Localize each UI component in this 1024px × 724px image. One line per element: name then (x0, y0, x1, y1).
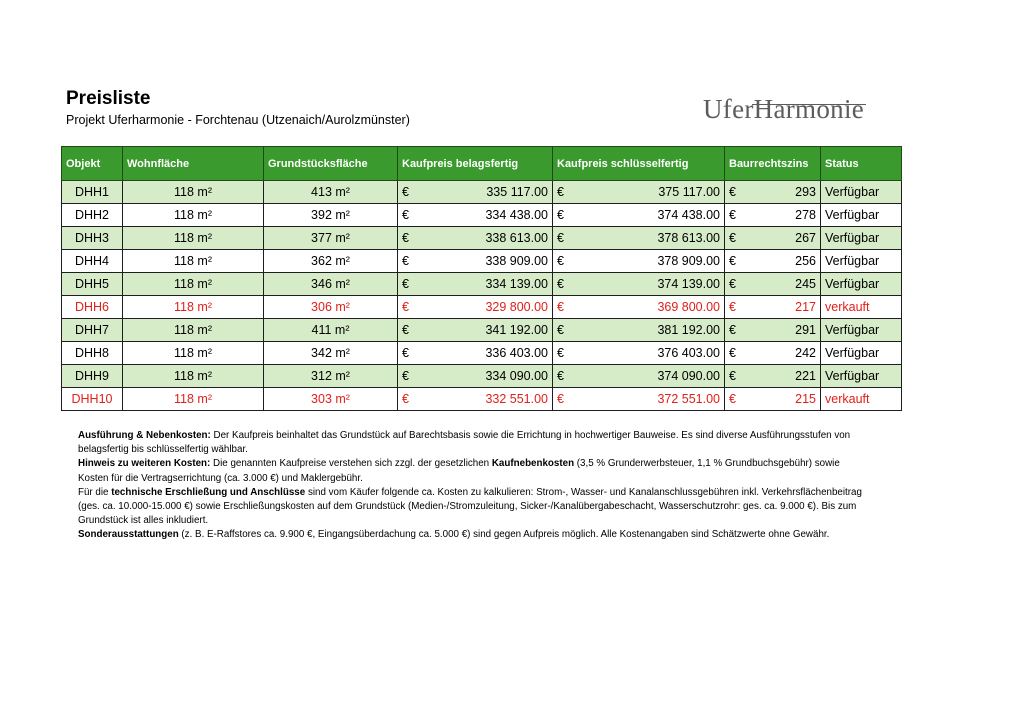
cell-kaufpreis-schluesselfertig (553, 273, 725, 296)
currency-symbol: € (729, 392, 736, 406)
cell-kaufpreis-schluesselfertig (553, 181, 725, 204)
table-row (62, 319, 902, 342)
cell-kaufpreis-schluesselfertig (553, 227, 725, 250)
cell-kaufpreis-belagsfertig (398, 319, 553, 342)
price-value: 376 403.00 (657, 346, 720, 360)
currency-symbol: € (557, 300, 564, 314)
price-value: 334 139.00 (485, 277, 548, 291)
cell-baurrechtszins (725, 181, 821, 204)
currency-symbol: € (402, 346, 409, 360)
cell-wohnflaeche: 118 m² (123, 388, 264, 411)
cell-objekt: DHH3 (62, 227, 123, 250)
cell-objekt: DHH10 (62, 388, 123, 411)
price-value: 374 438.00 (657, 208, 720, 222)
table-row (62, 342, 902, 365)
cell-kaufpreis-schluesselfertig (553, 250, 725, 273)
cell-kaufpreis-belagsfertig (398, 181, 553, 204)
note-label: Sonderausstattungen (78, 529, 179, 541)
price-value: 332 551.00 (485, 392, 548, 406)
cell-status: Verfügbar (821, 250, 902, 273)
zins-value: 215 (795, 392, 816, 406)
note-label: Hinweis zu weiteren Kosten: (78, 458, 211, 470)
currency-symbol: € (402, 231, 409, 245)
price-value: 374 139.00 (657, 277, 720, 291)
cell-baurrechtszins (725, 296, 821, 319)
currency-symbol: € (729, 346, 736, 360)
cell-objekt: DHH6 (62, 296, 123, 319)
cell-objekt: DHH8 (62, 342, 123, 365)
note-emphasis: technische Erschließung und Anschlüsse (111, 486, 306, 498)
zins-value: 242 (795, 346, 816, 360)
currency-symbol: € (402, 254, 409, 268)
cell-kaufpreis-belagsfertig (398, 365, 553, 388)
project-subtitle: Projekt Uferharmonie - Forchtenau (Utzenaich/Aurolzmünster) (66, 113, 410, 127)
cell-wohnflaeche: 118 m² (123, 273, 264, 296)
cell-kaufpreis-schluesselfertig (553, 365, 725, 388)
price-value: 381 192.00 (657, 323, 720, 337)
price-value: 338 909.00 (485, 254, 548, 268)
currency-symbol: € (402, 369, 409, 383)
price-value: 338 613.00 (485, 231, 548, 245)
note-erschliessung (78, 486, 868, 529)
cell-status: Verfügbar (821, 273, 902, 296)
col-header-kaufpreis-schluesselfertig: Kaufpreis schlüsselfertig (553, 147, 725, 181)
price-value: 374 090.00 (657, 369, 720, 383)
cell-objekt: DHH5 (62, 273, 123, 296)
currency-symbol: € (729, 208, 736, 222)
currency-symbol: € (729, 185, 736, 199)
zins-value: 291 (795, 323, 816, 337)
cell-baurrechtszins (725, 250, 821, 273)
price-value: 334 438.00 (485, 208, 548, 222)
currency-symbol: € (557, 231, 564, 245)
cell-baurrechtszins (725, 227, 821, 250)
price-value: 336 403.00 (485, 346, 548, 360)
cell-kaufpreis-belagsfertig (398, 204, 553, 227)
note-text: Für die (78, 486, 112, 498)
note-label: Ausführung & Nebenkosten: (78, 430, 211, 441)
zins-value: 278 (795, 208, 816, 222)
cell-status: Verfügbar (821, 342, 902, 365)
currency-symbol: € (557, 254, 564, 268)
price-value: 378 909.00 (657, 254, 720, 268)
cell-status: Verfügbar (821, 204, 902, 227)
cell-kaufpreis-belagsfertig (398, 227, 553, 250)
table-row (62, 227, 902, 250)
currency-symbol: € (557, 277, 564, 291)
cell-grundstuecksflaeche: 413 m² (264, 181, 398, 204)
note-sonderausstattung (78, 528, 868, 542)
cell-grundstuecksflaeche: 306 m² (264, 296, 398, 319)
cell-grundstuecksflaeche: 312 m² (264, 365, 398, 388)
note-emphasis: Kaufnebenkosten (491, 458, 575, 470)
cell-status: Verfügbar (821, 365, 902, 388)
cell-wohnflaeche: 118 m² (123, 204, 264, 227)
note-weitere-kosten (78, 457, 868, 485)
cell-baurrechtszins (725, 204, 821, 227)
cell-kaufpreis-belagsfertig (398, 296, 553, 319)
cell-kaufpreis-schluesselfertig (553, 388, 725, 411)
cell-grundstuecksflaeche: 411 m² (264, 319, 398, 342)
cell-grundstuecksflaeche: 377 m² (264, 227, 398, 250)
note-text: Die genannten Kaufpreise verstehen sich zzgl. der gesetzlichen (210, 458, 492, 470)
cell-status: Verfügbar (821, 227, 902, 250)
cell-objekt: DHH1 (62, 181, 123, 204)
note-text: (3,5 % Grunderwerbsteuer, 1,1 % Grundbuchsgebühr) sowie Kosten für die Vertragserrichtung (ca. 3.000 €) und Maklergebühr. (78, 458, 840, 484)
logo-text-harmonie: Harmonie (753, 94, 865, 124)
cell-objekt: DHH7 (62, 319, 123, 342)
col-header-baurrechtszins: Baurrechtszins (725, 147, 821, 181)
cell-baurrechtszins (725, 342, 821, 365)
cell-baurrechtszins (725, 273, 821, 296)
currency-symbol: € (729, 231, 736, 245)
cell-grundstuecksflaeche: 342 m² (264, 342, 398, 365)
price-value: 334 090.00 (485, 369, 548, 383)
cell-baurrechtszins (725, 388, 821, 411)
price-value: 375 117.00 (658, 185, 720, 199)
zins-value: 267 (795, 231, 816, 245)
currency-symbol: € (402, 300, 409, 314)
note-text: (z. B. E-Raffstores ca. 9.900 €, Eingangsüberdachung ca. 5.000 €) sind gegen Aufpreis möglich. Alle Kostenangaben sind Schätzwerte ohne Gewähr. (178, 529, 830, 541)
table-row (62, 273, 902, 296)
currency-symbol: € (557, 392, 564, 406)
currency-symbol: € (557, 185, 564, 199)
price-value: 369 800.00 (657, 300, 720, 314)
cell-kaufpreis-schluesselfertig (553, 319, 725, 342)
currency-symbol: € (729, 323, 736, 337)
cell-kaufpreis-schluesselfertig (553, 296, 725, 319)
cell-wohnflaeche: 118 m² (123, 319, 264, 342)
zins-value: 245 (795, 277, 816, 291)
cell-wohnflaeche: 118 m² (123, 250, 264, 273)
notes-section (78, 429, 868, 543)
price-value: 372 551.00 (657, 392, 720, 406)
currency-symbol: € (402, 323, 409, 337)
table-row (62, 250, 902, 273)
note-ausfuehrung (78, 429, 868, 457)
table-row (62, 388, 902, 411)
table-row (62, 204, 902, 227)
cell-status: Verfügbar (821, 319, 902, 342)
price-value: 378 613.00 (657, 231, 720, 245)
currency-symbol: € (402, 185, 409, 199)
cell-baurrechtszins (725, 365, 821, 388)
cell-wohnflaeche: 118 m² (123, 227, 264, 250)
table-row (62, 365, 902, 388)
cell-kaufpreis-schluesselfertig (553, 342, 725, 365)
cell-status: Verfügbar (821, 181, 902, 204)
uferharmonie-logo (703, 94, 864, 125)
cell-status: verkauft (821, 296, 902, 319)
zins-value: 256 (795, 254, 816, 268)
cell-objekt: DHH2 (62, 204, 123, 227)
zins-value: 217 (795, 300, 816, 314)
zins-value: 293 (795, 185, 816, 199)
page-title: Preisliste (66, 88, 151, 109)
col-header-wohnflaeche: Wohnfläche (123, 147, 264, 181)
cell-grundstuecksflaeche: 303 m² (264, 388, 398, 411)
table-header-row (62, 147, 902, 181)
col-header-objekt: Objekt (62, 147, 123, 181)
currency-symbol: € (402, 277, 409, 291)
cell-status: verkauft (821, 388, 902, 411)
logo-text-ufer: Ufer (703, 94, 754, 124)
cell-kaufpreis-belagsfertig (398, 388, 553, 411)
note-text: sind vom Käufer folgende ca. Kosten zu kalkulieren: Strom-, Wasser- und Kanalanschlussgebühren inkl. Verkehrsflächenbeitrag (ges. ca. 10.000-15.000 €) sowie Erschließungskosten auf dem Grundstück (Medien-/Stromzuleitung, Sicker-/Kanalübergabeschacht, Wasserschutzrohr: ges. ca. 9.000 €). Bis zum Grundstück ist alles inkludiert. (78, 486, 862, 527)
currency-symbol: € (729, 254, 736, 268)
cell-baurrechtszins (725, 319, 821, 342)
table-row (62, 296, 902, 319)
zins-value: 221 (795, 369, 816, 383)
col-header-grundstuecksflaeche: Grundstücksfläche (264, 147, 398, 181)
cell-wohnflaeche: 118 m² (123, 296, 264, 319)
cell-grundstuecksflaeche: 362 m² (264, 250, 398, 273)
currency-symbol: € (402, 208, 409, 222)
currency-symbol: € (729, 300, 736, 314)
currency-symbol: € (729, 369, 736, 383)
cell-kaufpreis-schluesselfertig (553, 204, 725, 227)
cell-wohnflaeche: 118 m² (123, 342, 264, 365)
cell-grundstuecksflaeche: 346 m² (264, 273, 398, 296)
cell-wohnflaeche: 118 m² (123, 181, 264, 204)
price-value: 341 192.00 (485, 323, 548, 337)
cell-objekt: DHH9 (62, 365, 123, 388)
cell-grundstuecksflaeche: 392 m² (264, 204, 398, 227)
currency-symbol: € (557, 208, 564, 222)
table-row (62, 181, 902, 204)
note-text: Der Kaufpreis beinhaltet das Grundstück auf Barechtsbasis sowie die Errichtung in hochwertiger Bauweise. Es sind diverse Ausführungsstufen von belagsfertig bis schlüsselfertig wählbar. (78, 430, 851, 456)
currency-symbol: € (402, 392, 409, 406)
price-value: 329 800.00 (485, 300, 548, 314)
cell-kaufpreis-belagsfertig (398, 342, 553, 365)
cell-kaufpreis-belagsfertig (398, 273, 553, 296)
col-header-kaufpreis-belagsfertig: Kaufpreis belagsfertig (398, 147, 553, 181)
col-header-status: Status (821, 147, 902, 181)
cell-kaufpreis-belagsfertig (398, 250, 553, 273)
currency-symbol: € (557, 369, 564, 383)
currency-symbol: € (729, 277, 736, 291)
price-value: 335 117.00 (486, 185, 548, 199)
currency-symbol: € (557, 346, 564, 360)
price-table (61, 146, 902, 411)
cell-wohnflaeche: 118 m² (123, 365, 264, 388)
cell-objekt: DHH4 (62, 250, 123, 273)
currency-symbol: € (557, 323, 564, 337)
